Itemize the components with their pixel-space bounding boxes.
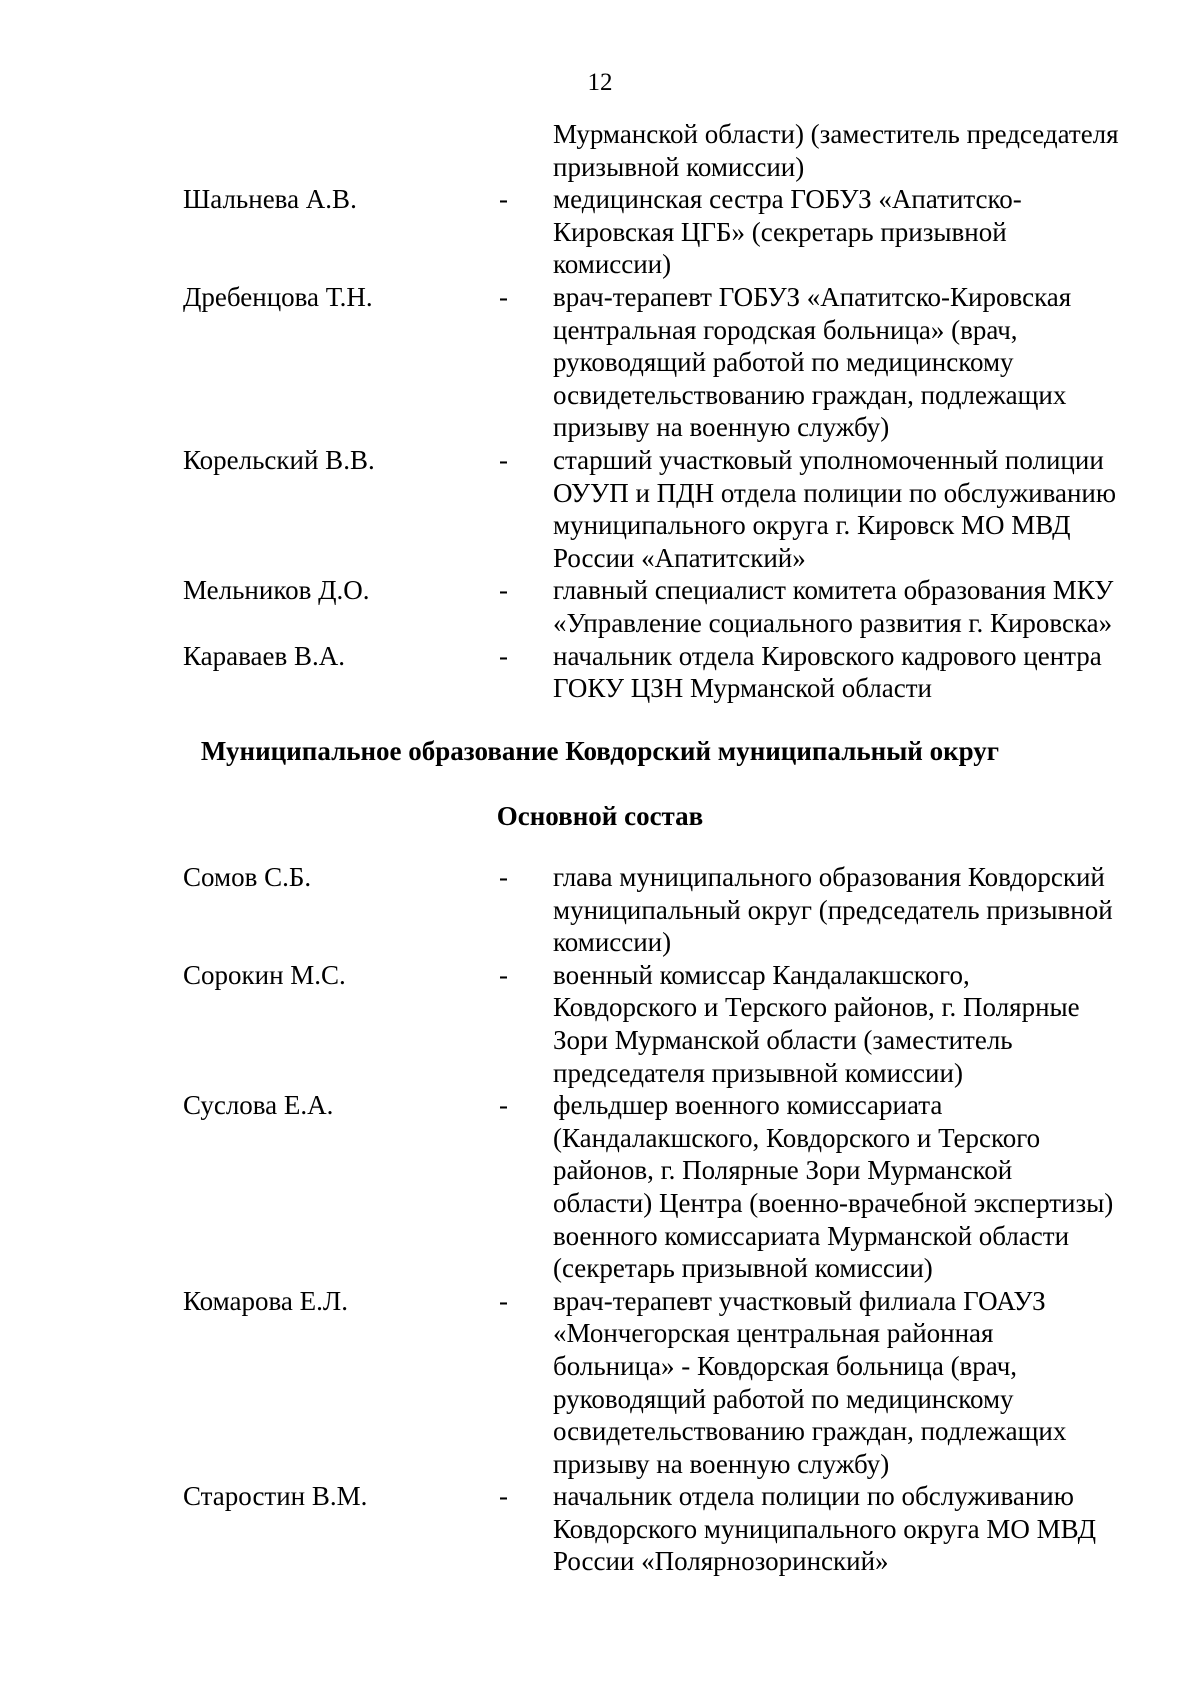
member-name: Дребенцова Т.Н. [183, 281, 373, 312]
member-role: больница» - Ковдорская больница (врач, [553, 1350, 1018, 1381]
member-dash: - [499, 444, 508, 475]
member-role: медицинская сестра ГОБУЗ «Апатитско- [553, 184, 1022, 215]
continuation-line [0, 151, 1200, 184]
member-dash: - [499, 1481, 508, 1512]
member-line [0, 1545, 1200, 1578]
member-role: ОУУП и ПДН отдела полиции по обслуживанию [553, 477, 1117, 508]
member-line [0, 640, 1200, 673]
section-subheading: Основной состав [496, 801, 704, 831]
member-line [0, 379, 1200, 412]
member-line [0, 444, 1200, 477]
member-role: (секретарь призывной комиссии) [553, 1253, 933, 1284]
member-line [0, 607, 1200, 640]
member-role: врач-терапевт ГОБУЗ «Апатитско-Кировская [553, 281, 1072, 312]
member-role: Ковдорского и Терского районов, г. Полярные [553, 992, 1080, 1023]
member-line [0, 1122, 1200, 1155]
member-role: районов, г. Полярные Зори Мурманской [553, 1155, 1013, 1186]
continuation-text: Мурманской области) (заместитель председателя [553, 119, 1119, 149]
member-role: области) Центра (военно-врачебной экспертизы) [553, 1187, 1114, 1218]
section-1 [0, 118, 1200, 705]
member-name: Комарова Е.Л. [183, 1285, 348, 1316]
member-role: «Управление социального развития г. Кировска» [553, 607, 1113, 638]
member-role: Кировская ЦГБ» (секретарь призывной [553, 216, 1007, 247]
member-line [0, 1154, 1200, 1187]
page-number: 12 [587, 69, 613, 96]
member-name: Старостин В.М. [183, 1481, 368, 1512]
member-role: начальник отдела полиции по обслуживанию [553, 1481, 1074, 1512]
member-dash: - [499, 959, 508, 990]
member-line [0, 861, 1200, 894]
member-line [0, 1317, 1200, 1350]
member-dash: - [499, 1285, 508, 1316]
member-name: Суслова Е.А. [183, 1090, 334, 1121]
member-name: Караваев В.А. [183, 640, 345, 671]
member-line [0, 1220, 1200, 1253]
member-line [0, 894, 1200, 927]
member-role: центральная городская больница» (врач, [553, 314, 1018, 345]
member-role: России «Апатитский» [553, 542, 806, 573]
member-line [0, 346, 1200, 379]
member-line [0, 991, 1200, 1024]
member-role: военный комиссар Кандалакшского, [553, 959, 970, 990]
continuation-line [0, 118, 1200, 151]
member-role: призыву на военную службу) [553, 412, 890, 443]
member-dash: - [499, 575, 508, 606]
member-line [0, 1089, 1200, 1122]
member-role: начальник отдела Кировского кадрового центра [553, 640, 1102, 671]
member-line [0, 1285, 1200, 1318]
member-line [0, 1383, 1200, 1416]
member-dash: - [499, 1090, 508, 1121]
member-role: призыву на военную службу) [553, 1448, 890, 1479]
member-role: руководящий работой по медицинскому [553, 1383, 1014, 1414]
member-line [0, 411, 1200, 444]
member-role: фельдшер военного комиссариата [553, 1090, 943, 1121]
member-line [0, 183, 1200, 216]
continuation-text: призывной комиссии) [553, 151, 805, 182]
member-line [0, 1187, 1200, 1220]
member-role: старший участковый уполномоченный полиции [553, 444, 1104, 475]
member-name: Мельников Д.О. [183, 575, 370, 606]
member-role: освидетельствованию граждан, подлежащих [553, 1416, 1067, 1447]
member-line [0, 281, 1200, 314]
member-name: Шальнева А.В. [183, 184, 357, 215]
member-role: комиссии) [553, 249, 672, 280]
member-line [0, 672, 1200, 705]
member-line [0, 216, 1200, 249]
member-line [0, 1350, 1200, 1383]
member-line [0, 1252, 1200, 1285]
member-dash: - [499, 281, 508, 312]
member-role: военного комиссариата Мурманской области [553, 1220, 1070, 1251]
member-role: глава муниципального образования Ковдорский [553, 862, 1105, 892]
member-dash: - [499, 862, 508, 892]
member-line [0, 477, 1200, 510]
member-line [0, 1415, 1200, 1448]
member-role: (Кандалакшского, Ковдорского и Терского [553, 1122, 1041, 1153]
member-line [0, 1480, 1200, 1513]
member-line [0, 1513, 1200, 1546]
member-role: Ковдорского муниципального округа МО МВД [553, 1513, 1097, 1544]
member-role: руководящий работой по медицинскому [553, 347, 1014, 378]
member-role: освидетельствованию граждан, подлежащих [553, 379, 1067, 410]
member-line [0, 509, 1200, 542]
member-dash: - [499, 640, 508, 671]
member-role: Зори Мурманской области (заместитель [553, 1024, 1013, 1055]
member-line [0, 1448, 1200, 1481]
member-line [0, 959, 1200, 992]
member-role: муниципального округа г. Кировск МО МВД [553, 510, 1071, 541]
member-line [0, 248, 1200, 281]
member-line [0, 1057, 1200, 1090]
member-line [0, 926, 1200, 959]
member-role: муниципальный округ (председатель призывной [553, 894, 1113, 925]
member-line [0, 574, 1200, 607]
member-dash: - [499, 184, 508, 215]
member-role: «Мончегорская центральная районная [553, 1318, 994, 1349]
section-heading: Муниципальное образование Ковдорский муниципальный округ [200, 736, 1000, 766]
member-role: России «Полярнозоринский» [553, 1546, 889, 1577]
member-role: врач-терапевт участковый филиала ГОАУЗ [553, 1285, 1046, 1316]
member-name: Сомов С.Б. [183, 862, 312, 892]
member-role: главный специалист комитета образования МКУ [553, 575, 1114, 606]
member-line [0, 542, 1200, 575]
member-line [0, 1024, 1200, 1057]
member-role: председателя призывной комиссии) [553, 1057, 963, 1088]
member-name: Корельский В.В. [183, 444, 375, 475]
section-2 [0, 861, 1200, 1578]
member-role: ГОКУ ЦЗН Мурманской области [553, 673, 932, 704]
member-line [0, 314, 1200, 347]
member-role: комиссии) [553, 927, 672, 958]
member-name: Сорокин М.С. [183, 959, 346, 990]
